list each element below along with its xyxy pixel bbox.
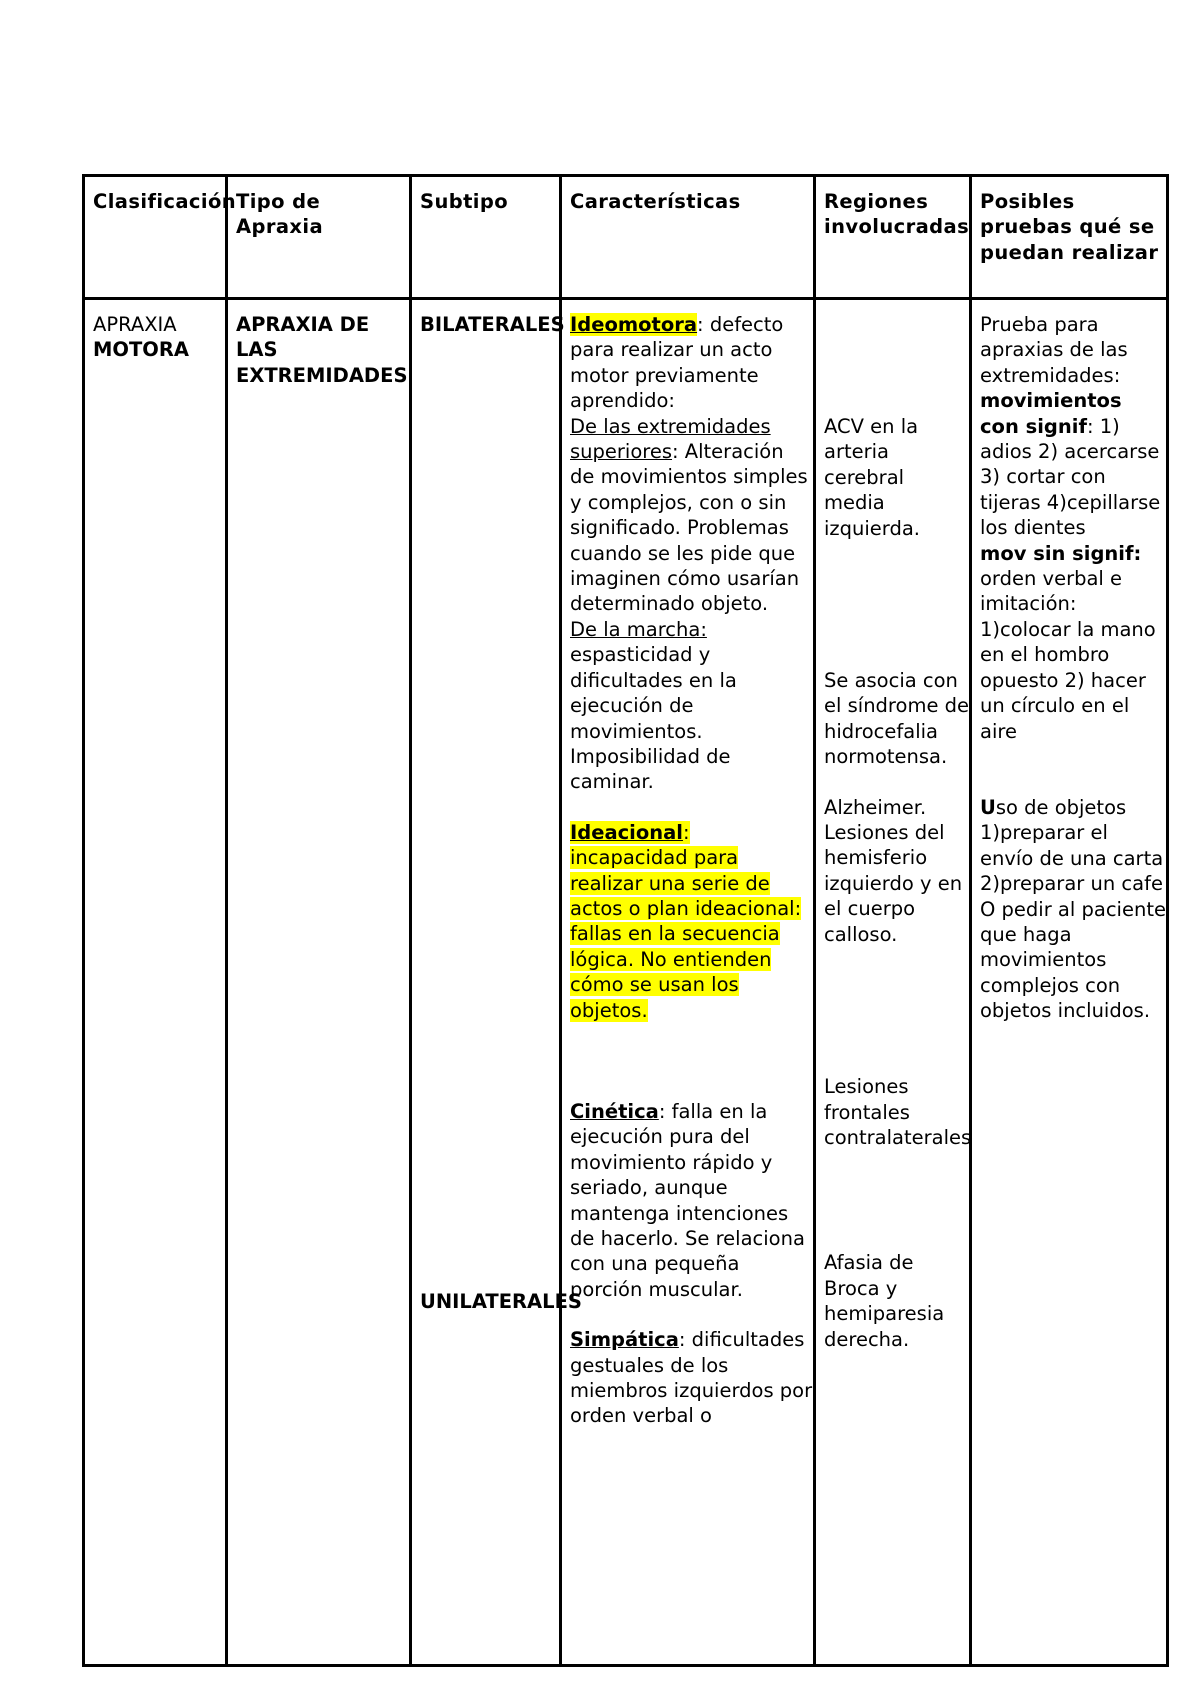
cell-regiones — [815, 299, 971, 1666]
ideomotora-block — [570, 312, 813, 795]
region-broca: Afasia de Broca y hemiparesia derecha. — [824, 1251, 945, 1351]
ideomotora-label: Ideomotora — [570, 313, 698, 336]
apraxia-table — [82, 174, 1169, 1667]
header-tipo: Tipo de Apraxia — [227, 176, 411, 299]
cinetica-label: Cinética — [570, 1099, 659, 1123]
marcha-text: espasticidad y dificultades en la ejecución de movimientos. Imposibilidad de caminar. — [570, 643, 737, 794]
simpatica-text: : dificultades gestuales de los miembros izquierdos por orden verbal o — [570, 1328, 813, 1428]
ideomotora-text: : defecto para realizar un acto motor previamente aprendido: — [570, 313, 784, 413]
header-clasificacion: Clasificación — [84, 176, 227, 299]
marcha-label: De la marcha: — [570, 617, 707, 641]
table-row — [84, 299, 1168, 1666]
cell-tipo — [227, 299, 411, 1666]
simpatica-block — [570, 1327, 813, 1429]
ideacional-text: : incapacidad para realizar una serie de actos o plan ideacional: fallas en la secuencia lógica. No entienden cómo se usan los objetos. — [570, 820, 802, 1022]
cell-clasificacion — [84, 299, 227, 1666]
region-hidrocefalia: Se asocia con el síndrome de hidrocefalia normotensa. — [824, 669, 970, 769]
pruebas-ideomotora — [980, 312, 1166, 744]
ideacional-block — [570, 820, 813, 1023]
header-subtipo: Subtipo — [411, 176, 561, 299]
cell-pruebas — [971, 299, 1168, 1666]
uso-u: U — [980, 795, 996, 819]
cinetica-block — [570, 1099, 813, 1302]
header-row — [84, 176, 1168, 299]
uso-text: so de objetos 1)preparar el envío de una carta 2)preparar un cafe O pedir al paciente que haga movimientos complejos con objetos incluidos. — [980, 795, 1166, 1023]
region-frontales: Lesiones frontales contralaterales — [824, 1075, 972, 1149]
con-signif-label: movimientos con signif — [980, 389, 1122, 438]
subtipo-unilaterales: UNILATERALES — [420, 1290, 582, 1314]
clasificacion-line2: MOTORA — [93, 338, 189, 362]
subtipo-bilaterales: BILATERALES — [420, 313, 565, 336]
ideacional-label: Ideacional — [570, 820, 683, 844]
sin-signif-label: mov sin signif: — [980, 541, 1142, 565]
pruebas-ideacional — [980, 795, 1166, 1024]
sin-signif-text: orden verbal e imitación: 1)colocar la mano en el hombro opuesto 2) hacer un círculo en el aire — [980, 567, 1156, 743]
superiores-label: De las extremidades superiores — [570, 414, 771, 464]
region-alzheimer: Alzheimer. Lesiones del hemisferio izquierdo y en el cuerpo calloso. — [824, 795, 963, 946]
simpatica-label: Simpática — [570, 1328, 679, 1352]
pruebas-intro: Prueba para apraxias de las extremidades: — [980, 313, 1128, 387]
cell-subtipo — [411, 299, 582, 1666]
header-regiones: Regiones involucradas — [815, 176, 971, 299]
header-caracteristicas: Características — [561, 176, 815, 299]
cinetica-text: : falla en la ejecución pura del movimiento rápido y seriado, aunque mantenga intenciones de hacerlo. Se relaciona con una pequeña porción muscular. — [570, 1099, 805, 1301]
superiores-text: : Alteración de movimientos simples y complejos, con o sin significado. Problemas cuando se les pide que imaginen cómo usarían determinado objeto. — [570, 440, 808, 616]
tipo-text: APRAXIA DE LAS EXTREMIDADES — [236, 313, 408, 387]
region-acv: ACV en la arteria cerebral media izquierda. — [824, 415, 921, 540]
clasificacion-line1: APRAXIA — [93, 313, 177, 336]
header-pruebas: Posibles pruebas qué se puedan realizar — [971, 176, 1168, 299]
cell-caracteristicas — [561, 299, 815, 1666]
con-signif-text: : 1) adios 2) acercarse 3) cortar con tijeras 4)cepillarse los dientes — [980, 414, 1161, 540]
